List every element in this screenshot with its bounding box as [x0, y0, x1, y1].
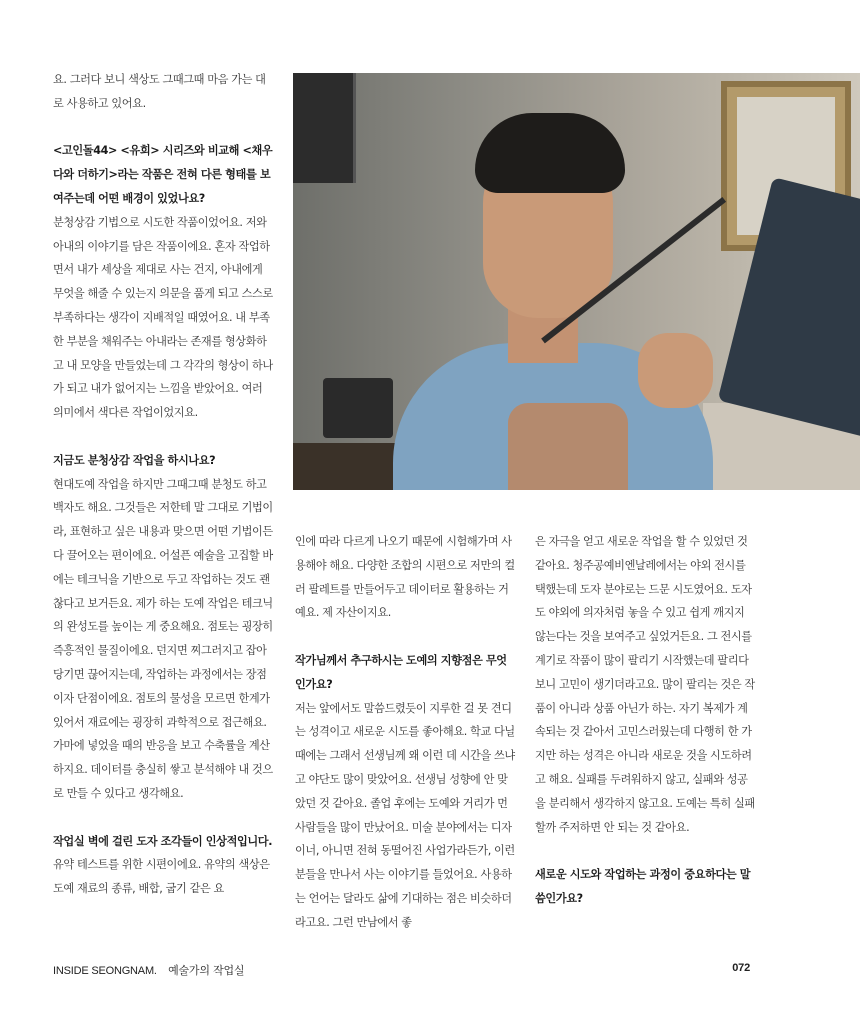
interview-question: 작가님께서 추구하시는 도예의 지향점은 무엇인가요?: [295, 653, 507, 691]
interview-question: 지금도 분청상감 작업을 하시나요?: [53, 453, 216, 467]
artist-photo: [293, 73, 860, 490]
paragraph: 인에 따라 다르게 나오기 때문에 시험해가며 사용해야 해요. 다양한 조합의 시편으로 저만의 컬러 팔레트를 만들어두고 데이터로 활용하는 거예요. 제 자산이지요.: [295, 535, 515, 620]
interview-answer: 분청상감 기법으로 시도한 작품이었어요. 저와 아내의 이야기를 담은 작품이에요. 혼자 작업하면서 내가 세상을 제대로 사는 건지, 아내에게 무엇을 해줄 수 있는지 의문을 품게 되고 스스로 부족하다는 생각이 지배적일 때였어요. 내 부족한 부분을 채워주는 아내라는 존재를 형상화하고 내 모양을 만들었는데 그 각각의 형상이 하나가 되고 내가 없어지는 느낌을 받았어요. 여러 의미에서 색다른 작업이었지요.: [53, 215, 273, 420]
section-title: 예술가의 작업실: [168, 964, 245, 977]
interview-answer: 저는 앞에서도 말씀드렸듯이 지루한 걸 못 견디는 성격이고 새로운 시도를 좋아해요. 학교 다닐 때에는 그래서 선생님께 왜 이런 데 시간을 쓰냐고 야단도 많이 맞았어요. 선생님 성향에 안 맞았던 것 같아요. 졸업 후에는 도예와 거리가 먼 사람들을 많이 만났어요. 미술 분야에서는 디자이너, 아니면 전혀 동떨어진 사업가라든가, 이런 분들을 만나서 사는 이야기를 들었어요. 사용하는 언어는 달라도 삶에 기대하는 점은 비슷하더라고요. 그런 만남에서 좋: [295, 701, 515, 929]
paragraph: 요. 그러다 보니 색상도 그때그때 마음 가는 대로 사용하고 있어요.: [53, 73, 266, 110]
text-column-2: [295, 530, 515, 935]
magazine-name: INSIDE SEONGNAM.: [53, 965, 157, 977]
interview-answer: 유약 테스트를 위한 시편이에요. 유약의 색상은 도예 재료의 종류, 배합, 굽기 같은 요: [53, 858, 270, 896]
text-column-3: [535, 530, 757, 911]
interview-question: 새로운 시도와 작업하는 과정이 중요하다는 말씀인가요?: [535, 868, 751, 905]
interview-question: 작업실 벽에 걸린 도자 조각들이 인상적입니다.: [53, 834, 273, 848]
interview-question: <고인돌44> <유희> 시리즈와 비교해 <채우다와 더하기>라는 작품은 전혀 다른 형태를 보여주는데 어떤 배경이 있었나요?: [53, 144, 273, 205]
page-footer: [53, 962, 750, 978]
interview-answer: 현대도예 작업을 하지만 그때그때 분청도 하고 백자도 해요. 그것들은 저한테 말 그대로 기법이라, 표현하고 싶은 내용과 맞으면 어떤 기법이든 다 끌어오는 편이에요. 어설픈 예술을 고집할 바에는 테크닉을 기반으로 두고 작업하는 것도 괜찮다고 보거든요. 제가 하는 도예 작업은 테크닉의 완성도를 높이는 게 중요해요. 점토는 굉장히 즉흥적인 물질이에요. 던지면 찌그러지고 잡아당기면 끊어지는데, 작업하는 과정에서는 장점이자 단점이에요. 점토의 물성을 모르면 한계가 있어서 재료에는 굉장히 과학적으로 접근해요. 가마에 넣었을 때의 반응을 보고 수축률을 계산하지요. 데이터를 충실히 쌓고 분석해야 내 것으로 만들 수 있다고 생각해요.: [53, 477, 273, 800]
text-column-1: [53, 68, 273, 901]
paragraph: 은 자극을 얻고 새로운 작업을 할 수 있었던 것 같아요. 청주공예비엔날레에서는 야외 전시를 택했는데 도자 분야로는 드문 시도였어요. 도자도 야외에 의자처럼 놓을 수 있고 쉽게 깨지지 않는다는 것을 보여주고 싶었거든요. 그 전시를 계기로 작품이 많이 팔리기 시작했는데 팔리다 보니 고민이 생기더라고요. 많이 팔리는 것은 작품이 아니라 상품 아닌가 하는. 자기 복제가 계속되는 것 같아서 고민스러웠는데 다행히 한 가지만 하는 성격은 아니라 새로운 것을 시도하려고 해요. 실패를 두려워하지 않고, 실패와 성공을 분리해서 생각하지 않고요. 도예는 특히 실패할까 주저하면 안 되는 것 같아요.: [535, 535, 755, 834]
page-number: 072: [732, 962, 750, 974]
